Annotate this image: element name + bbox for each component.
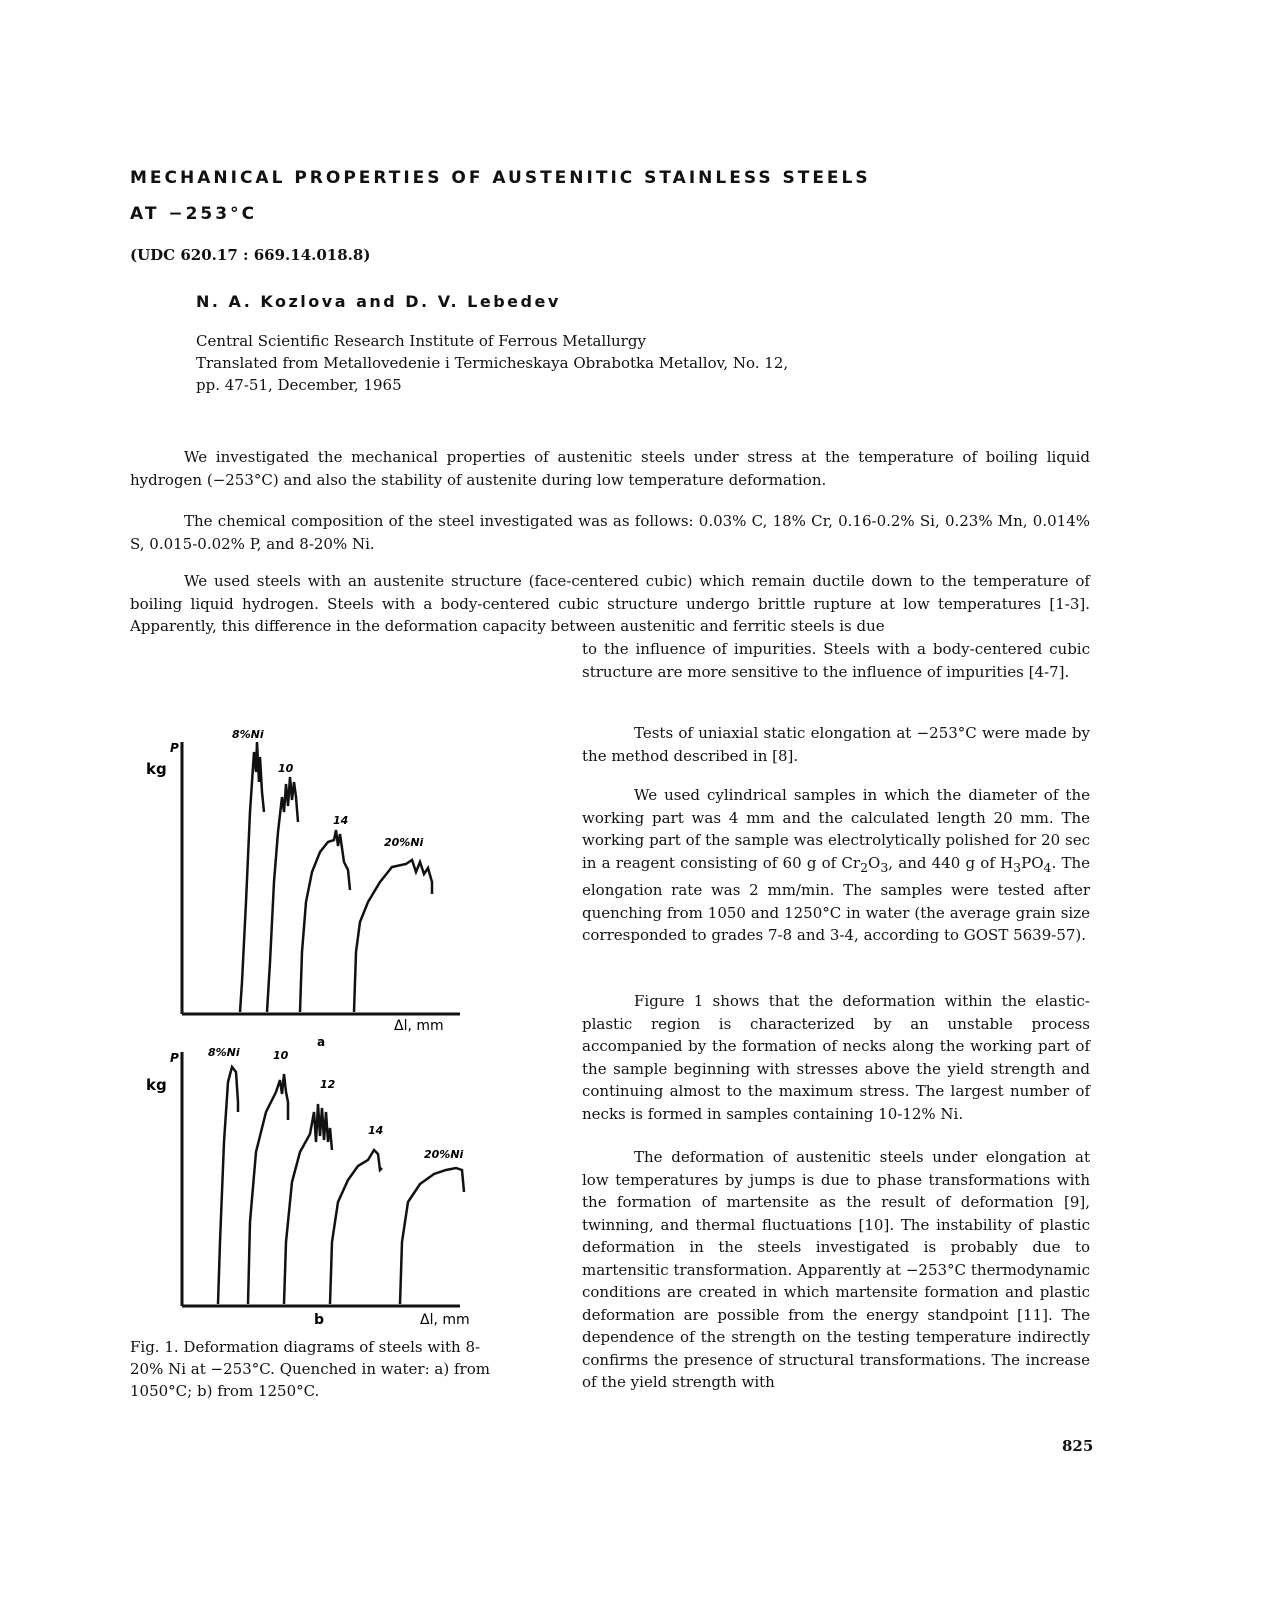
panel-b-curve-8pct-ni — [218, 1067, 238, 1304]
panel-a-label-14: 14 — [333, 814, 349, 827]
panel-b-label-14: 14 — [368, 1124, 384, 1137]
panel-b-label-20pct-ni: 20%Ni — [424, 1148, 464, 1161]
paragraph-3: We used steels with an austenite structure (face-centered cubic) which remain ductile down to the temperature of boiling liquid hydrogen. Steels with a body-centered cubic structure undergo brittle rupture at low temperatures [1-3]. Apparently, this difference in the deformation capacity between austenitic and ferritic steels is due — [130, 572, 1090, 635]
panel-a-label-8pct-ni: 8%Ni — [232, 728, 264, 741]
paragraph-5-text-a: We used cylindrical samples in which the diameter of the working part was 4 mm and the calculated length 20 mm. The working part of the sample was electrolytically polished for 20 sec in a reagent consisting of 60 g of Cr — [582, 786, 1090, 872]
panel-b-y-label-unit: kg — [146, 1076, 167, 1094]
paragraph-5-text-c: , and 440 g of H — [888, 853, 1014, 872]
paragraph-4: Tests of uniaxial static elongation at −253°C were made by the method described in [8]. — [582, 724, 1090, 765]
paragraph-5-text-e: . The elongation rate was 2 mm/min. The samples were tested after quenching from 1050 and 1250°C in water (the average grain size corresponded to grades 7-8 and 3-4, according to GOST 5639-57). — [582, 853, 1090, 944]
paragraph-5-sub-3: 3 — [1013, 859, 1022, 875]
page-number: 825 — [1062, 1437, 1094, 1455]
panel-a-curve-10 — [267, 777, 298, 1012]
title-line-2: AT −253°C — [130, 204, 258, 224]
panel-a-y-label-p: P — [170, 741, 179, 755]
panel-b-curve-20pct-ni — [400, 1168, 464, 1304]
paragraph-5-text-b: O — [868, 853, 881, 872]
figure-1-caption: Fig. 1. Deformation diagrams of steels with 8-20% Ni at −253°C. Quenched in water: a) from 1050°C; b) from 1250°C. — [130, 1338, 490, 1400]
panel-a-curve-14 — [300, 830, 350, 1012]
panel-a-x-label: Δl, mm — [394, 1018, 444, 1034]
title-line-1: MECHANICAL PROPERTIES OF AUSTENITIC STAINLESS STEELS — [130, 168, 871, 188]
paragraph-5-text-d: PO — [1021, 853, 1044, 872]
affiliation-pages: pp. 47-51, December, 1965 — [196, 376, 402, 394]
panel-b-label: b — [314, 1312, 325, 1328]
panel-a-y-label-unit: kg — [146, 760, 167, 778]
panel-a-label-10: 10 — [278, 762, 294, 775]
paragraph-5-sub-4: 4 — [1043, 859, 1052, 875]
figure-1 — [130, 722, 510, 1332]
panel-a-curve-20pct-ni — [354, 860, 432, 1012]
udc-code: (UDC 620.17 : 669.14.018.8) — [130, 246, 371, 264]
panel-b-x-label: Δl, mm — [420, 1312, 470, 1328]
panel-b-label-8pct-ni: 8%Ni — [208, 1046, 240, 1059]
panel-b-curve-12 — [284, 1104, 332, 1304]
panel-b-y-label-p: P — [170, 1051, 179, 1065]
authors: N. A. Kozlova and D. V. Lebedev — [196, 292, 561, 311]
paragraph-6: Figure 1 shows that the deformation within the elastic-plastic region is characterized by an unstable process accompanied by the formation of necks along the working part of the sample beginning with stresses above the yield strength and continuing almost to the maximum stress. The largest number of necks is formed in samples containing 10-12% Ni. — [582, 992, 1090, 1123]
affiliation — [196, 330, 788, 396]
paragraph-7: The deformation of austenitic steels under elongation at low temperatures by jumps is due to phase transformations with the formation of martensite as the result of deformation [9], twinning, and thermal fluctuations [10]. The instability of plastic deformation in the steels investigated is probably due to martensitic transformation. Apparently at −253°C thermodynamic conditions are created in which martensite formation and plastic deformation are possible from the energy standpoint [11]. The dependence of the strength on the testing temperature indirectly confirms the presence of structural transformations. The increase of the yield strength with — [582, 1148, 1090, 1391]
panel-a-label: a — [317, 1035, 326, 1049]
panel-a-label-20pct-ni: 20%Ni — [384, 836, 424, 849]
paragraph-1: We investigated the mechanical properties of austenitic steels under stress at the temperature of boiling liquid hydrogen (−253°C) and also the stability of austenite during low temperature deformation. — [130, 448, 1090, 489]
panel-b-label-10: 10 — [273, 1049, 289, 1062]
paragraph-2: The chemical composition of the steel investigated was as follows: 0.03% C, 18% Cr, 0.16-0.2% Si, 0.23% Mn, 0.014% S, 0.015-0.02% P, and 8-20% Ni. — [130, 512, 1090, 553]
paragraph-5 — [582, 784, 1090, 947]
paragraph-5-sub-2: 3 — [880, 859, 889, 875]
figure-panel-a — [146, 728, 460, 1049]
figure-panel-b — [146, 1046, 470, 1328]
paragraph-3-continued: to the influence of impurities. Steels with a body-centered cubic structure are more sensitive to the influence of impurities [4-7]. — [582, 640, 1090, 681]
paragraph-5-sub-1: 2 — [860, 859, 869, 875]
panel-b-curve-14 — [330, 1150, 382, 1304]
article-title — [130, 160, 871, 232]
panel-b-curve-10 — [248, 1074, 288, 1304]
affiliation-institute: Central Scientific Research Institute of Ferrous Metallurgy — [196, 332, 646, 350]
panel-b-label-12: 12 — [320, 1078, 336, 1091]
panel-a-curve-8pct-ni — [240, 742, 264, 1012]
affiliation-translated: Translated from Metallovedenie i Termicheskaya Obrabotka Metallov, No. 12, — [196, 354, 789, 372]
